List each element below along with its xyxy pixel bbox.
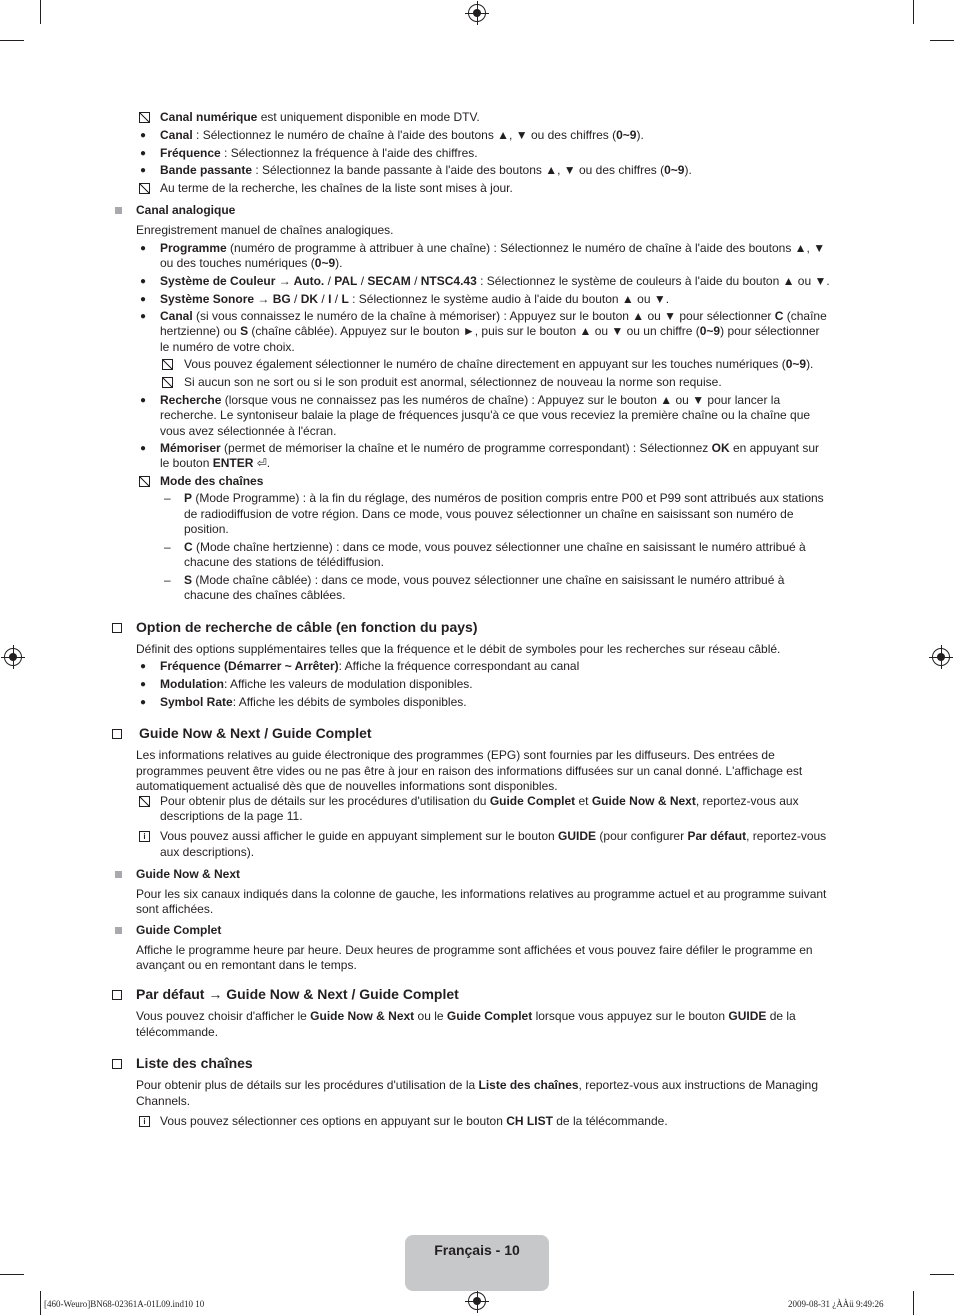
line-text — [160, 424, 336, 440]
line-text — [184, 555, 384, 571]
note-icon — [139, 112, 150, 123]
text-run: Au terme de la recherche, les chaînes de la liste sont mises à jour. — [160, 181, 513, 195]
text-run: / — [324, 274, 335, 288]
line-text — [136, 1025, 218, 1041]
line-text — [136, 1078, 818, 1094]
bold-run: Mémoriser — [160, 441, 221, 455]
bold-run: Canal — [160, 128, 193, 142]
print-slug-right: 2009-08-31 ¿ÀÀü 9:49:26 — [788, 1299, 884, 1309]
bold-run: 0~9 — [664, 163, 685, 177]
line-text — [136, 1009, 796, 1025]
text-run: chacune des stations de télédiffusion. — [184, 555, 384, 569]
text-run: ou des touches numériques ( — [160, 256, 315, 270]
text-run: / — [331, 292, 342, 306]
bold-run: Guide Complet — [489, 794, 576, 808]
crop-mark — [0, 40, 24, 41]
line-text — [160, 474, 263, 490]
text-run: , reportez-vous aux instructions de Managing — [578, 1078, 819, 1092]
line-text — [136, 887, 826, 903]
line-text — [160, 408, 810, 424]
line-text — [136, 943, 813, 959]
line-text — [136, 748, 775, 764]
dash-icon: – — [164, 540, 171, 554]
bold-run: C — [774, 309, 784, 323]
bold-run: DK — [300, 292, 319, 306]
bold-run: Par défaut — [687, 829, 747, 843]
text-run: / — [290, 292, 301, 306]
bullet-icon: ● — [140, 679, 147, 690]
line-text — [136, 1094, 190, 1110]
text-run: (chaîne câblée). Appuyez sur le bouton ►, puis sur le bouton ▲ ou ▼ ou un chiffre ( — [248, 324, 700, 338]
bold-run: S — [184, 573, 193, 587]
line-text — [136, 923, 221, 939]
line-text — [184, 357, 813, 373]
bold-run: CH LIST — [506, 1114, 553, 1128]
bold-run: Option de recherche de câble (en fonction du pays) — [136, 619, 478, 635]
text-run: : Affiche la fréquence correspondant au canal — [338, 659, 580, 673]
line-text — [136, 902, 213, 918]
line-text — [160, 809, 303, 825]
line-text — [160, 181, 513, 197]
text-run: Vous pouvez aussi afficher le guide en appuyant simplement sur le bouton — [160, 829, 559, 843]
bold-run: Recherche — [160, 393, 222, 407]
text-run: Channels. — [136, 1094, 191, 1108]
note-icon — [162, 377, 173, 388]
text-run: Enregistrement manuel de chaînes analogiques. — [136, 223, 394, 237]
text-run: : Sélectionnez la fréquence à l'aide des chiffres. — [220, 146, 478, 160]
text-run: ). — [806, 357, 814, 371]
text-run: Pour les six canaux indiqués dans la colonne de gauche, les informations relatives au programme actuel et au programme suivant — [136, 887, 827, 901]
bullet-icon: ● — [140, 697, 147, 708]
text-run: et — [575, 794, 592, 808]
bold-run: I — [328, 292, 332, 306]
text-run: de la — [766, 1009, 796, 1023]
bullet-icon: ● — [140, 276, 147, 287]
text-run: hertzienne) ou — [160, 324, 241, 338]
text-run: Vous pouvez choisir d'afficher le — [136, 1009, 311, 1023]
bold-run: 0~9 — [616, 128, 637, 142]
gray-square-icon — [115, 207, 122, 214]
bold-run: L — [341, 292, 349, 306]
text-run: ). — [684, 163, 692, 177]
registration-mark-icon — [932, 648, 950, 666]
bold-run: Par défaut → Guide Now & Next / Guide Complet — [136, 986, 459, 1002]
line-text — [160, 659, 579, 675]
line-text — [160, 241, 825, 257]
bold-run: Bande passante — [160, 163, 253, 177]
text-run: en appuyant sur — [729, 441, 820, 455]
text-run: : Sélectionnez le système audio à l'aide du bouton ▲ ou ▼. — [348, 292, 670, 306]
line-text — [184, 522, 229, 538]
checkbox-outline-icon — [112, 729, 122, 739]
text-run: : Affiche les valeurs de modulation disponibles. — [223, 677, 473, 691]
registration-mark-icon — [4, 648, 22, 666]
bold-run: SECAM — [367, 274, 411, 288]
line-text — [184, 507, 794, 523]
text-run: Pour obtenir plus de détails sur les procédures d'utilisation de la — [136, 1078, 479, 1092]
line-text — [160, 340, 295, 356]
line-text — [184, 540, 806, 556]
crop-mark — [913, 1291, 914, 1315]
line-text — [136, 620, 478, 636]
bullet-icon: ● — [140, 311, 147, 322]
checkbox-outline-icon — [112, 990, 122, 1000]
text-run: Pour obtenir plus de détails sur les procédures d'utilisation du — [160, 794, 490, 808]
bold-run: Fréquence — [160, 146, 221, 160]
text-run: de radiodiffusion de votre région. Dans ce mode, vous pouvez sélectionner un chaîne en saisissant son numéro de — [184, 507, 794, 521]
dash-icon: – — [164, 491, 171, 505]
line-text — [184, 491, 824, 507]
crop-mark — [40, 1291, 41, 1315]
text-run: Les informations relatives au guide électronique des programmes (EPG) sont fournies par les diffuseurs. Des entrées de — [136, 748, 775, 762]
text-run: ). — [335, 256, 343, 270]
text-run: (pour configurer — [596, 829, 688, 843]
note-icon — [139, 796, 150, 807]
text-run: lorsque vous appuyez sur le bouton — [532, 1009, 729, 1023]
text-run: (permet de mémoriser la chaîne et le numéro de programme correspondant) : Sélectionnez — [220, 441, 712, 455]
text-run: chacune des chaînes câblées. — [184, 588, 346, 602]
page-number-tab — [405, 1235, 549, 1291]
bold-run: Programme — [160, 241, 227, 255]
text-run: le bouton — [160, 456, 213, 470]
text-run: : Sélectionnez le numéro de chaîne à l'aide des boutons ▲, ▼ ou des chiffres ( — [192, 128, 617, 142]
bold-run: Modulation — [160, 677, 224, 691]
bold-run: 0~9 — [785, 357, 807, 371]
text-run: , reportez-vous — [746, 829, 827, 843]
note-icon — [162, 359, 173, 370]
line-text — [160, 110, 480, 126]
line-text — [136, 764, 802, 780]
text-run: (Mode Programme) : à la fin du réglage, des numéros de position compris entre P00 et P99 sont attribués aux stations — [192, 491, 824, 505]
bullet-icon: ● — [140, 165, 147, 176]
text-run: / — [318, 292, 329, 306]
line-text — [160, 794, 799, 810]
line-text — [160, 829, 826, 845]
line-text — [160, 695, 467, 711]
bold-run: Système de Couleur → Auto. — [160, 274, 325, 288]
line-text — [136, 1056, 253, 1072]
line-text — [160, 456, 270, 472]
text-run: ) pour sélectionner — [720, 324, 820, 338]
text-run: sont affichées. — [136, 902, 214, 916]
crop-mark — [40, 0, 41, 24]
text-run: : Sélectionnez le système de couleurs à l'aide du bouton ▲ ou ▼. — [476, 274, 830, 288]
bold-run: ENTER — [212, 456, 254, 470]
line-text — [136, 779, 558, 795]
gray-square-icon — [115, 871, 122, 878]
bold-run: Liste des chaînes — [478, 1078, 579, 1092]
text-run: Vous pouvez également sélectionner le numéro de chaîne directement en appuyant sur les touches numériques ( — [184, 357, 786, 371]
bold-run: PAL — [334, 274, 358, 288]
crop-mark — [0, 1274, 24, 1275]
bold-run: C — [184, 540, 193, 554]
text-run: ou le — [414, 1009, 447, 1023]
text-run: Définit des options supplémentaires telles que la fréquence et le débit de symboles pour les recherches sur réseau câblé. — [136, 642, 781, 656]
note-icon — [139, 183, 150, 194]
line-text — [160, 256, 342, 272]
bold-run: Canal — [160, 309, 193, 323]
bold-run: Guide Now & Next — [591, 794, 696, 808]
line-text — [136, 987, 459, 1003]
text-run: le numéro de votre choix. — [160, 340, 295, 354]
gray-square-icon — [115, 927, 122, 934]
line-text — [160, 677, 473, 693]
bold-run: Mode des chaînes — [160, 474, 264, 488]
text-run: télécommande. — [136, 1025, 219, 1039]
line-text — [136, 642, 780, 658]
text-run: descriptions de la page 11. — [160, 809, 303, 823]
dash-icon: – — [164, 573, 171, 587]
crop-mark — [930, 40, 954, 41]
bold-run: Guide Now & Next — [310, 1009, 415, 1023]
text-run: (si vous connaissez le numéro de la chaîne à mémoriser) : Appuyez sur le bouton ▲ ou ▼ pour sélectionner — [192, 309, 775, 323]
text-run: : Sélectionnez la bande passante à l'aide des boutons ▲, ▼ ou des chiffres ( — [252, 163, 665, 177]
crop-mark — [930, 1274, 954, 1275]
bullet-icon: ● — [140, 148, 147, 159]
bold-run: Système Sonore → BG — [160, 292, 291, 306]
registration-mark-icon — [468, 4, 486, 22]
bold-run: Liste des chaînes — [136, 1055, 253, 1071]
bold-run: 0~9 — [699, 324, 721, 338]
line-text — [139, 726, 372, 742]
text-run: , reportez-vous aux — [695, 794, 799, 808]
bold-run: OK — [711, 441, 730, 455]
bullet-icon: ● — [140, 443, 147, 454]
crop-mark — [913, 0, 914, 24]
text-run: (Mode chaîne hertzienne) : dans ce mode, vous pouvez sélectionner une chaîne en saisissant le numéro attribué à — [192, 540, 806, 554]
line-text — [160, 292, 669, 308]
line-text — [160, 146, 478, 162]
remote-info-icon: i — [139, 1116, 150, 1127]
text-run: aux descriptions). — [160, 845, 255, 859]
line-text — [160, 845, 254, 861]
text-run: programmes peuvent être vides ou ne pas être à jour en raison des informations diffusées sur un canal donné. L'affichage est — [136, 764, 803, 778]
line-text — [184, 375, 722, 391]
bullet-icon: ● — [140, 243, 147, 254]
bold-run: Fréquence (Démarrer ~ Arrêter) — [160, 659, 339, 673]
text-run: / — [410, 274, 421, 288]
line-text — [136, 203, 235, 219]
text-run: (Mode chaîne câblée) : dans ce mode, vous pouvez sélectionner une chaîne en saisissant le numéro attribué à — [192, 573, 785, 587]
line-text — [160, 393, 780, 409]
text-run: est uniquement disponible en mode DTV. — [257, 110, 480, 124]
bold-run: Guide Now & Next — [136, 867, 241, 881]
line-text — [136, 223, 394, 239]
bold-run: Canal numérique — [160, 110, 258, 124]
bullet-icon: ● — [140, 130, 147, 141]
bullet-icon: ● — [140, 661, 147, 672]
bold-run: Guide Complet — [446, 1009, 533, 1023]
text-run: de la télécommande. — [552, 1114, 668, 1128]
bold-run: GUIDE — [558, 829, 597, 843]
text-run: ⏎. — [253, 456, 271, 470]
print-slug-left: [460-Weuro]BN68-02361A-01L09.ind10 10 — [44, 1299, 205, 1309]
bold-run: Symbol Rate — [160, 695, 233, 709]
line-text — [160, 324, 820, 340]
note-icon — [139, 476, 150, 487]
line-text — [160, 441, 819, 457]
text-run: automatiquement actualisé dès que de nouvelles informations sont disponibles. — [136, 779, 558, 793]
line-text — [184, 588, 345, 604]
checkbox-outline-icon — [112, 1059, 122, 1069]
checkbox-outline-icon — [112, 623, 122, 633]
registration-mark-icon — [468, 1292, 486, 1310]
text-run: / — [357, 274, 368, 288]
bullet-icon: ● — [140, 294, 147, 305]
text-run: vous avez sélectionnée à l'écran. — [160, 424, 337, 438]
text-run: : Affiche les débits de symboles disponibles. — [232, 695, 467, 709]
line-text — [136, 867, 240, 883]
bold-run: S — [240, 324, 249, 338]
line-text — [136, 958, 357, 974]
line-text — [160, 1114, 668, 1130]
text-run: Vous pouvez sélectionner ces options en appuyant sur le bouton — [160, 1114, 507, 1128]
bold-run: P — [184, 491, 193, 505]
bold-run: Canal analogique — [136, 203, 236, 217]
page-label: Français - 10 — [434, 1242, 520, 1258]
text-run: position. — [184, 522, 229, 536]
bold-run: GUIDE — [728, 1009, 767, 1023]
line-text — [160, 274, 830, 290]
text-run: recherche. Le syntoniseur balaie la plage de fréquences jusqu'à ce que vous receviez la première chaîne ou la chaîne que — [160, 408, 811, 422]
remote-info-icon: i — [139, 831, 150, 842]
line-text — [184, 573, 784, 589]
text-run: Affiche le programme heure par heure. Deux heures de programme sont affichées et vous pouvez faire défiler le programme en — [136, 943, 813, 957]
text-run: (lorsque vous ne connaissez pas les numéros de chaîne) : Appuyez sur le bouton ▲ ou ▼ pour lancer la — [221, 393, 781, 407]
text-run: (numéro de programme à attribuer à une chaîne) : Sélectionnez le numéro de chaîne à l'aide des boutons ▲, ▼ — [226, 241, 826, 255]
text-run: ). — [636, 128, 644, 142]
bold-run: Guide Now & Next / Guide Complet — [139, 725, 372, 741]
text-run: Si aucun son ne sort ou si le son produit est anormal, sélectionnez de nouveau la norme son requise. — [184, 375, 722, 389]
line-text — [160, 163, 692, 179]
bold-run: NTSC4.43 — [420, 274, 477, 288]
text-run: (chaîne — [783, 309, 827, 323]
bullet-icon: ● — [140, 395, 147, 406]
text-run: avançant ou en remontant dans le temps. — [136, 958, 357, 972]
bold-run: 0~9 — [314, 256, 336, 270]
line-text — [160, 309, 827, 325]
line-text — [160, 128, 644, 144]
bold-run: Guide Complet — [136, 923, 222, 937]
